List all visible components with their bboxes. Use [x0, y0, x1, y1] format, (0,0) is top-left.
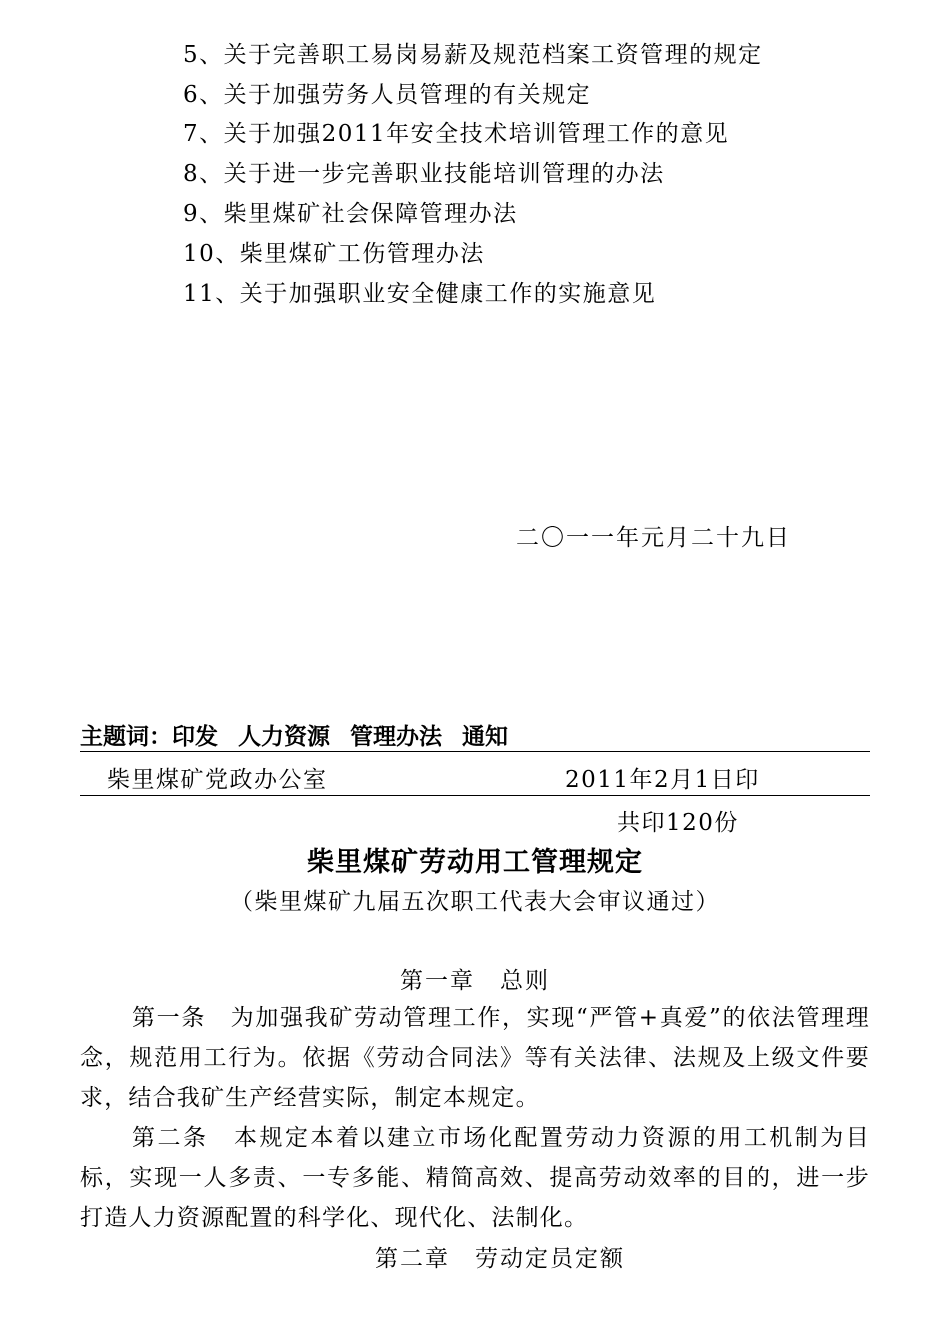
print-copies: 共印120份 — [617, 810, 739, 836]
keyword: 印发 — [172, 724, 218, 750]
list-item: 7、关于加强2011年安全技术培训管理工作的意见 — [183, 121, 730, 147]
issuing-office: 柴里煤矿党政办公室 — [107, 767, 328, 793]
document-title: 柴里煤矿劳动用工管理规定 — [307, 847, 643, 878]
keyword: 通知 — [462, 724, 508, 750]
issue-date: 二〇一一年元月二十九日 — [516, 525, 791, 551]
document-subtitle: （柴里煤矿九届五次职工代表大会审议通过） — [230, 889, 720, 915]
keywords-label: 主题词： — [80, 724, 172, 750]
list-item: 10、柴里煤矿工伤管理办法 — [183, 241, 485, 267]
list-item: 9、柴里煤矿社会保障管理办法 — [183, 201, 518, 227]
list-item: 8、关于进一步完善职业技能培训管理的办法 — [183, 161, 665, 187]
article-paragraph: 第二条 本规定本着以建立市场化配置劳动力资源的用工机制为目标，实现一人多责、一专多能、精简高效、提高劳动效率的目的，进一步打造人力资源配置的科学化、现代化、法制化。 — [80, 1125, 870, 1231]
article-paragraph: 第一条 为加强我矿劳动管理工作，实现“严管+真爱”的依法管理理念，规范用工行为。依据《劳动合同法》等有关法律、法规及上级文件要求，结合我矿生产经营实际，制定本规定。 — [80, 1005, 870, 1111]
keyword: 管理办法 — [350, 724, 442, 750]
chapter-heading: 第一章 总则 — [400, 968, 550, 994]
subject-keywords — [80, 718, 528, 751]
chapter-heading: 第二章 劳动定员定额 — [375, 1246, 625, 1272]
print-date: 2011年2月1日印 — [565, 767, 760, 793]
keyword: 人力资源 — [238, 724, 330, 750]
list-item: 5、关于完善职工易岗易薪及规范档案工资管理的规定 — [183, 42, 763, 68]
divider-bottom — [80, 795, 870, 796]
list-item: 6、关于加强劳务人员管理的有关规定 — [183, 82, 592, 108]
divider-top — [80, 751, 870, 752]
list-item: 11、关于加强职业安全健康工作的实施意见 — [183, 281, 657, 307]
